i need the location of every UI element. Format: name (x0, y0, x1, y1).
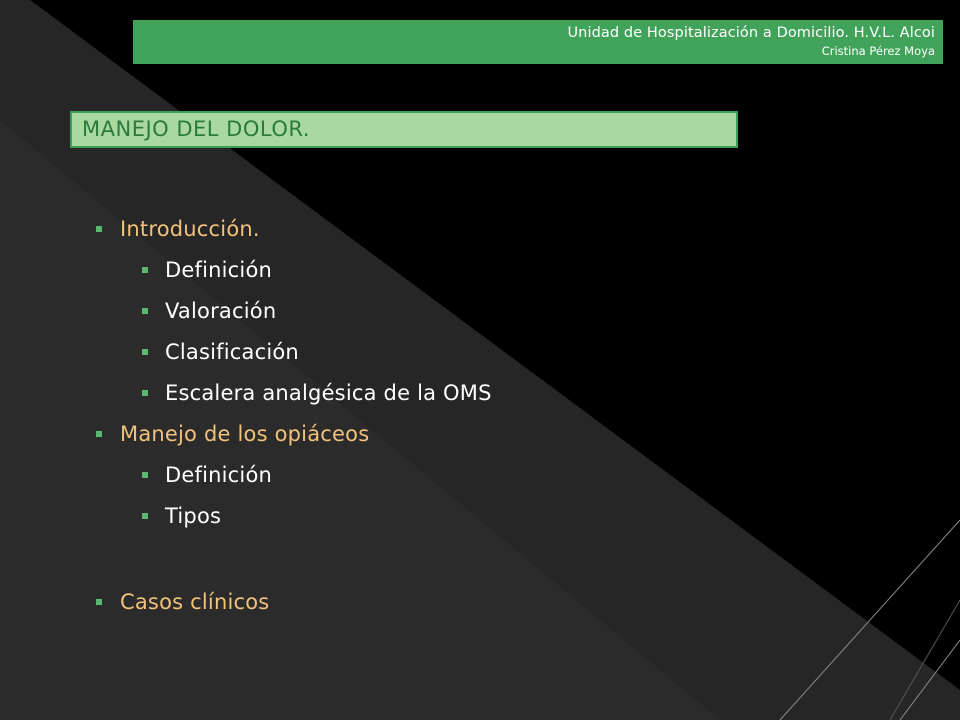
square-bullet-icon (96, 599, 102, 605)
outline-item-label: Definición (165, 463, 272, 487)
outline-subitem (142, 338, 299, 366)
outline-subitem (142, 502, 221, 530)
outline-item-label: Manejo de los opiáceos (120, 422, 370, 446)
square-bullet-icon (142, 390, 148, 396)
square-bullet-icon (142, 267, 148, 273)
outline-item (96, 215, 260, 243)
header-institution: Unidad de Hospitalización a Domicilio. H.V.L. Alcoi (567, 25, 935, 41)
outline-item-label: Definición (165, 258, 272, 282)
square-bullet-icon (142, 472, 148, 478)
outline-subitem (142, 379, 492, 407)
square-bullet-icon (96, 226, 102, 232)
outline-item-label: Tipos (165, 504, 222, 528)
square-bullet-icon (142, 513, 148, 519)
outline-item-label: Escalera analgésica de la OMS (165, 381, 492, 405)
outline-item (96, 420, 369, 448)
outline-item-label: Valoración (165, 299, 277, 323)
outline-subitem (142, 256, 272, 284)
outline-item-label: Introducción. (120, 217, 260, 241)
square-bullet-icon (96, 431, 102, 437)
square-bullet-icon (142, 308, 148, 314)
slide-title: MANEJO DEL DOLOR. (70, 111, 738, 148)
outline-item (96, 588, 269, 616)
header-author: Cristina Pérez Moya (821, 44, 935, 58)
outline-subitem (142, 461, 272, 489)
outline-subitem (142, 297, 276, 325)
outline-item-label: Clasificación (165, 340, 299, 364)
square-bullet-icon (142, 349, 148, 355)
outline-item-label: Casos clínicos (120, 590, 270, 614)
